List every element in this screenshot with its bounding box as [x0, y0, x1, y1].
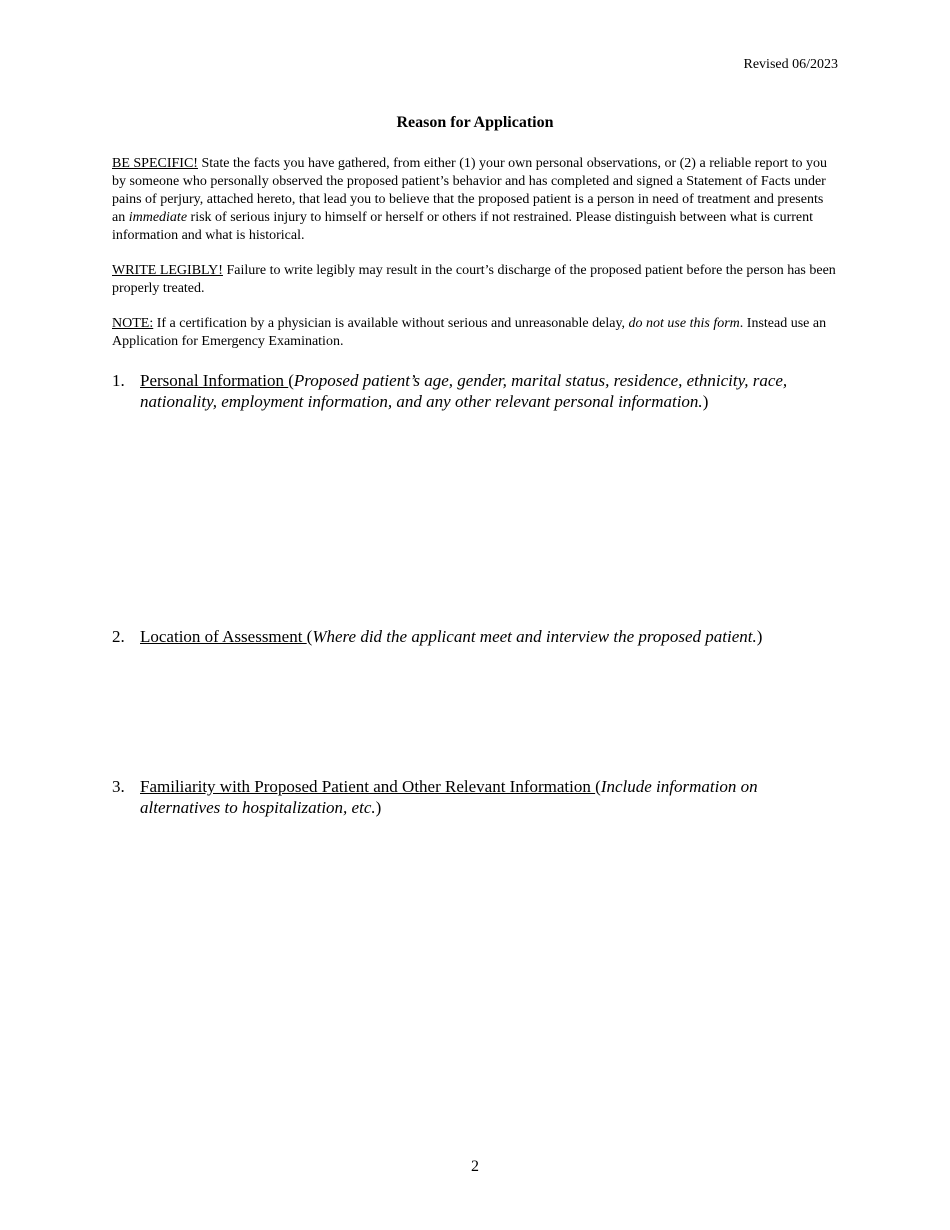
note-text-b: . Instead use an Application for Emergency Examination.	[112, 316, 827, 349]
section-heading: Location of Assessment	[140, 627, 307, 646]
be-specific-emphasis: immediate	[128, 210, 188, 225]
section-number: 2.	[112, 627, 125, 646]
section-close-paren: )	[702, 392, 709, 411]
section-personal-information	[112, 370, 828, 412]
section-open-paren: (	[595, 777, 601, 796]
be-specific-text-a: State the facts you have gathered, from either (1) your own personal observations, or (2) a reliable report to you by someone who personally observed the proposed patient’s behavior and has completed and signed a Statement of Facts under pains of perjury, attached hereto, that lead you to believe that the proposed patient is a person in need of treatment and presents an	[112, 156, 827, 225]
page-number: 2	[471, 1158, 479, 1175]
revision-date: Revised 06/2023	[743, 57, 838, 72]
section-close-paren: )	[375, 798, 382, 817]
be-specific-text-b: risk of serious injury to himself or herself or others if not restrained. Please distinguish between what is current information and what is historical.	[112, 210, 814, 243]
section-description: Proposed patient’s age, gender, marital status, residence, ethnicity, race, nationality, employment information, and any other relevant personal information.	[140, 371, 788, 411]
section-open-paren: (	[288, 371, 294, 390]
section-close-paren: )	[756, 627, 763, 646]
section-location-of-assessment	[112, 626, 828, 647]
write-legibly-instruction	[112, 262, 838, 298]
section-description: Where did the applicant meet and interview the proposed patient.	[312, 627, 757, 646]
note-label: NOTE:	[112, 316, 154, 331]
note-emphasis: do not use this form	[628, 316, 740, 331]
section-open-paren: (	[306, 627, 313, 646]
section-heading: Personal Information	[140, 371, 289, 390]
section-familiarity	[112, 776, 828, 818]
write-legibly-text: Failure to write legibly may result in the court’s discharge of the proposed patient before the person has been properly treated.	[112, 263, 836, 296]
write-legibly-label: WRITE LEGIBLY!	[112, 263, 223, 278]
note-instruction	[112, 315, 838, 351]
be-specific-instruction	[112, 155, 838, 245]
be-specific-label: BE SPECIFIC!	[112, 156, 198, 171]
section-description: Include information on alternatives to hospitalization, etc.	[140, 777, 758, 817]
section-heading: Familiarity with Proposed Patient and Other Relevant Information	[140, 777, 596, 796]
note-text-a: If a certification by a physician is available without serious and unreasonable delay,	[153, 316, 629, 331]
section-number: 3.	[112, 777, 125, 796]
page-title: Reason for Application	[396, 114, 554, 131]
section-number: 1.	[112, 371, 125, 390]
